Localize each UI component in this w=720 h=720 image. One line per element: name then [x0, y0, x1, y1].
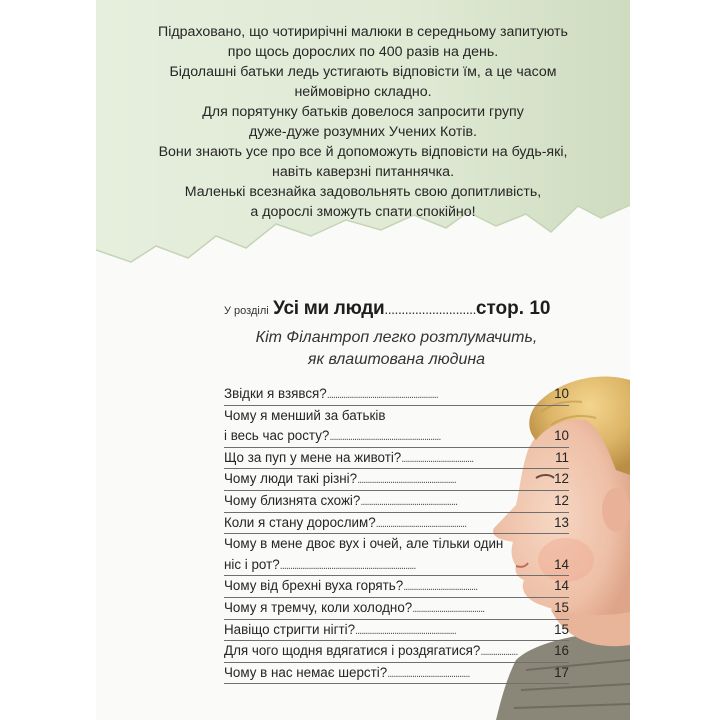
toc-page-number: 15 — [554, 621, 569, 637]
toc-entry — [224, 663, 569, 685]
toc-page-number: 13 — [554, 514, 569, 530]
toc-leader-dots: .................................... — [403, 581, 478, 594]
toc-page-number: 10 — [554, 386, 569, 401]
intro-line: неймовірно складно. — [294, 84, 432, 100]
toc-entry-text: Звідки я взявся? — [224, 386, 327, 401]
intro-line: Підраховано, що чотирирічні малюки в середньому запитують — [158, 24, 568, 40]
toc-leader-dots: .................................................................. — [279, 559, 416, 572]
toc-entry-text: Коли я стану дорослим? — [224, 514, 376, 530]
toc-entry-text: Чому люди такі різні? — [224, 471, 358, 487]
toc-entry — [224, 491, 569, 513]
intro-line: Бідолашні батьки ледь устигають відповісти їм, а це часом — [169, 64, 557, 80]
intro-line: навіть каверзні питаннячка. — [271, 164, 455, 180]
intro-line: про щось дорослих по 400 разів на день. — [227, 44, 499, 60]
toc-page-number: 15 — [554, 599, 569, 615]
toc-leader-dots: ...................................................... — [329, 431, 441, 444]
toc-leader-dots: ................................................. — [355, 624, 456, 637]
toc-page-number: 14 — [554, 578, 569, 594]
toc-entry — [224, 469, 569, 491]
subtitle-line: Кіт Філантроп легко розтлумачить, — [255, 329, 538, 346]
section-heading — [224, 298, 564, 326]
toc-entry — [224, 620, 569, 642]
toc-leader-dots: .................. — [480, 646, 518, 659]
toc-entry-text: Чому в нас немає шерсті? — [224, 664, 388, 680]
toc-leader-dots: ............................................... — [360, 495, 457, 508]
toc-page-number: 14 — [554, 556, 569, 572]
toc-leader-dots: ................................... — [412, 602, 485, 615]
toc-entry-text: Чому я менший за батьків — [224, 407, 386, 423]
toc-entry — [224, 555, 569, 577]
toc-page-number: 10 — [554, 428, 569, 444]
toc-leader-dots: ............................................ — [375, 517, 467, 530]
section-prefix: У розділі — [224, 305, 269, 317]
toc-entry — [224, 576, 569, 598]
toc-leader-dots: ................................................ — [357, 474, 456, 487]
toc-leader-dots: ................................... — [401, 452, 474, 465]
toc-entry — [224, 534, 569, 555]
section-title: Усі ми люди — [273, 298, 385, 319]
section-subtitle — [224, 327, 569, 371]
toc-entry-text: Чому я тремчу, коли холодно? — [224, 599, 413, 615]
toc-entry-text: Навіщо стригти нігті? — [224, 621, 356, 637]
toc-entry — [224, 406, 569, 427]
toc-entry — [224, 513, 569, 535]
table-of-contents — [224, 384, 569, 684]
toc-entry — [224, 598, 569, 620]
toc-entry-text: Чому від брехні вуха горять? — [224, 578, 404, 594]
toc-entry-text: Чому близнята схожі? — [224, 492, 361, 508]
book-page — [96, 0, 630, 720]
toc-entry — [224, 641, 569, 663]
toc-entry-text: Чому в мене двоє вух і очей, але тільки один — [224, 536, 504, 552]
section-page-number: стор. 10 — [475, 298, 551, 319]
intro-line: а дорослі зможуть спати спокійно! — [250, 204, 476, 220]
toc-entry-text: Для чого щодня вдягатися і роздягатися? — [224, 643, 481, 659]
toc-leader-dots: ...................................................... — [326, 389, 438, 401]
toc-page-number: 17 — [554, 664, 569, 680]
intro-line: дуже-дуже розумних Учених Котів. — [248, 124, 477, 140]
subtitle-line: як влаштована людина — [307, 351, 486, 368]
toc-page-number: 16 — [554, 643, 569, 659]
toc-page-number: 12 — [554, 471, 569, 487]
toc-leader-dots: ........................................ — [387, 667, 470, 680]
intro-line: Маленькі всезнайка задовольнять свою допитливість, — [184, 184, 542, 200]
toc-entry-text: ніс і рот? — [224, 556, 280, 572]
intro-line: Для порятунку батьків довелося запросити групу — [202, 104, 524, 120]
toc-entry — [224, 384, 569, 406]
toc-entry-text: і весь час росту? — [224, 428, 330, 444]
toc-page-number: 12 — [554, 492, 569, 508]
toc-entry — [224, 426, 569, 448]
intro-line: Вони знають усе про все й допоможуть відповісти на будь-які, — [158, 144, 568, 160]
toc-entry — [224, 448, 569, 470]
toc-entry-text: Що за пуп у мене на животі? — [224, 449, 402, 465]
toc-page-number: 11 — [555, 449, 569, 465]
section-leader-dots: ........................... — [384, 301, 476, 317]
